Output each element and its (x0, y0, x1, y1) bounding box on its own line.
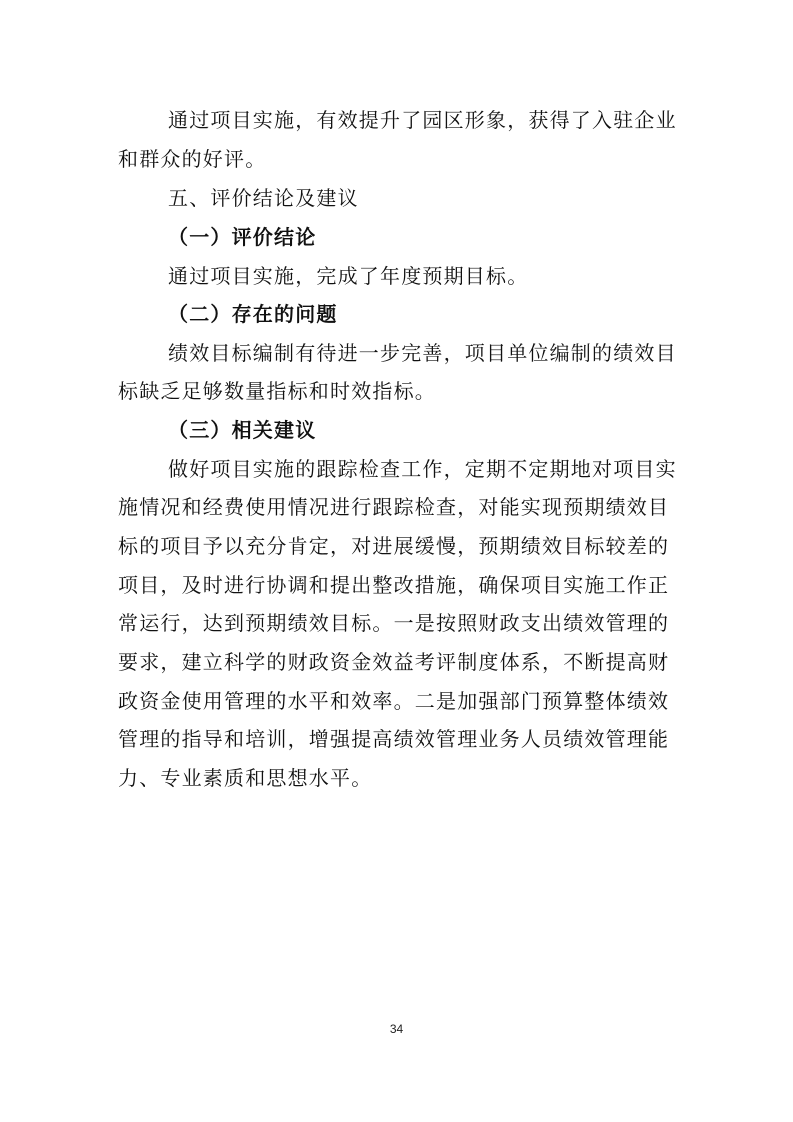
body-text-line: 通过项目实施，完成了年度预期目标。 (168, 264, 529, 288)
body-text-line: 政资金使用管理的水平和效率。二是加强部门预算整体绩效 (118, 689, 670, 713)
body-text-line: 常运行，达到预期绩效目标。一是按照财政支出绩效管理的 (118, 611, 670, 635)
subsection-heading-suggestions: （三）相关建议 (168, 418, 317, 442)
body-text-line: 要求，建立科学的财政资金效益考评制度体系，不断提高财 (118, 650, 670, 674)
subsection-heading-problems: （二）存在的问题 (168, 302, 338, 326)
body-text-line: 做好项目实施的跟踪检查工作，定期不定期地对项目实 (168, 457, 677, 481)
body-text-line: 项目，及时进行协调和提出整改措施，确保项目实施工作正 (118, 573, 670, 597)
body-text-line: 和群众的好评。 (118, 147, 267, 171)
subsection-heading-conclusion: （一）评价结论 (168, 225, 317, 249)
body-text-line: 施情况和经费使用情况进行跟踪检查，对能实现预期绩效目 (118, 495, 670, 519)
body-text-line: 绩效目标编制有待进一步完善，项目单位编制的绩效目 (168, 341, 677, 365)
body-text-line: 力、专业素质和思想水平。 (118, 766, 373, 790)
body-text-line: 标缺乏足够数量指标和时效指标。 (118, 379, 436, 403)
page-number: 34 (389, 1022, 404, 1036)
section-heading: 五、评价结论及建议 (168, 186, 359, 210)
body-text-line: 管理的指导和培训，增强提高绩效管理业务人员绩效管理能 (118, 727, 670, 751)
body-text-line: 通过项目实施，有效提升了园区形象，获得了入驻企业 (168, 108, 677, 132)
body-text-line: 标的项目予以充分肯定，对进展缓慢，预期绩效目标较差的 (118, 534, 670, 558)
